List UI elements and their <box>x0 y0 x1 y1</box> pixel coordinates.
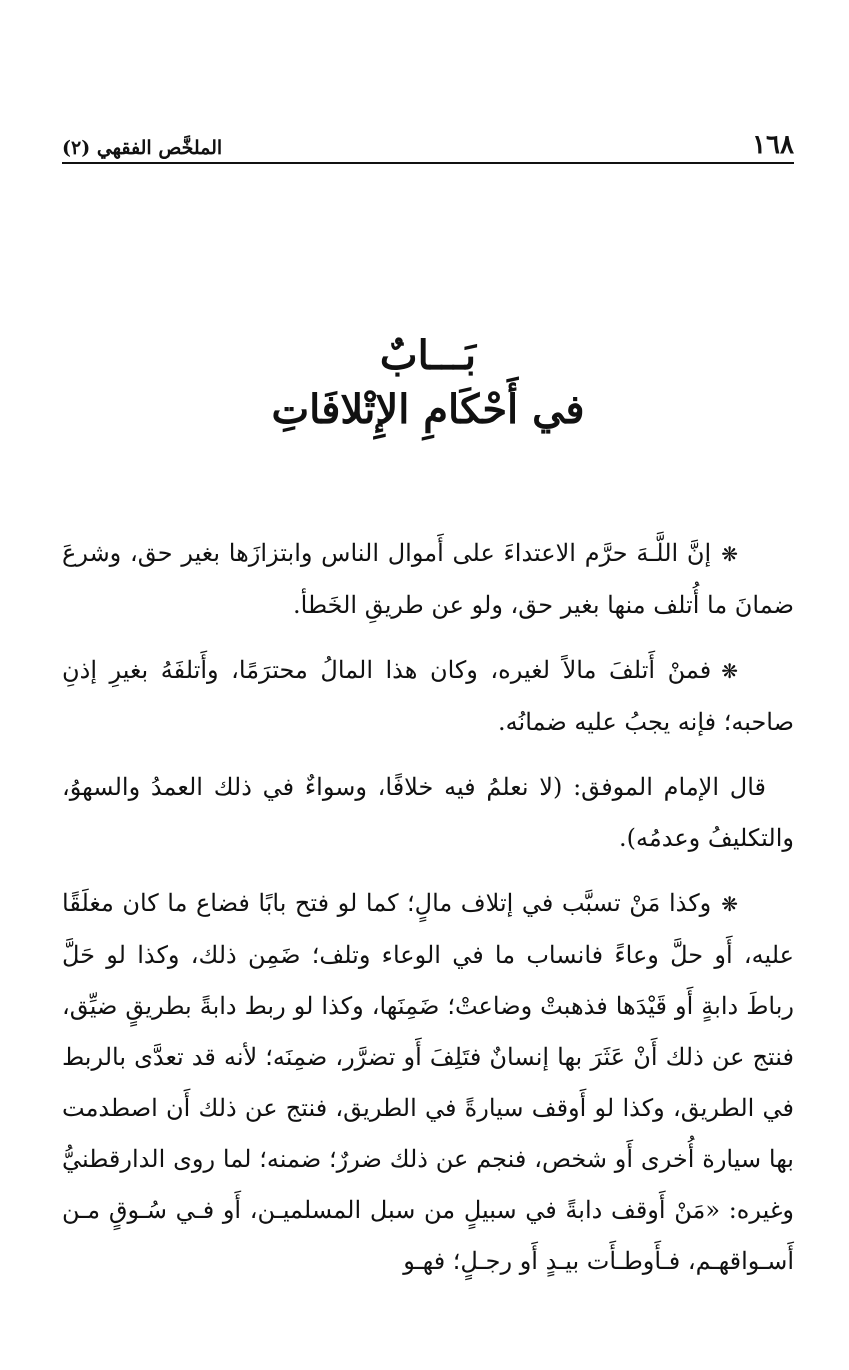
paragraph <box>62 645 794 748</box>
page-number: ١٦٨ <box>752 130 794 160</box>
chapter-heading <box>62 330 794 438</box>
paragraph-text: وكذا مَنْ تسبَّب في إتلاف مالٍ؛ كما لو فتح بابًا فضاع ما كان مغلَقًا عليه، أَو حلَّ وعاءً فانساب ما في الوعاء وتلف؛ ضَمِن ذلك، وكذا لو حَلَّ رباطَ دابةٍ أَو قَيْدَها فذهبتْ وضاعتْ؛ ضَمِنَها، وكذا لو ربط دابةً بطريقٍ ضيِّق، فنتج عن ذلك أَنْ عَثَرَ بها إنسانٌ فتَلِفَ أَو تضرَّر، ضمِنَه؛ لأنه قد تعدَّى بالربط في الطريق، وكذا لو أَوقف سيارةً في الطريق، فنتج عن ذلك أَن اصطدمت بها سيارة أُخرى أَو شخص، فنجم عن ذلك ضررٌ؛ ضمنه؛ لما روى الدارقطنيُّ وغيره: «مَنْ أَوقف دابةً في سبيلٍ من سبل المسلميـن، أَو فـي سُـوقٍ مـن أَسـواقهـم، فـأَوطـأَت بيـدٍ أَو رجـلٍ؛ فهـو <box>62 889 794 1275</box>
paragraph-text: قال الإمام الموفق: (لا نعلمُ فيه خلافًا، وسواءٌ في ذلك العمدُ والسهوُ، والتكليفُ وعدمُه). <box>62 773 794 852</box>
bullet-asterisk-icon: ❋ <box>721 542 738 566</box>
paragraph-text: فمنْ أَتلفَ مالاً لغيره، وكان هذا المالُ محترَمًا، وأَتلفَهُ بغيرِ إذنِ صاحبه؛ فإنه يجبُ عليه ضمانُه. <box>62 656 794 736</box>
bullet-asterisk-icon: ❋ <box>721 659 738 683</box>
paragraph <box>62 528 794 631</box>
book-title: الملخَّص الفقهي (٢) <box>62 137 223 159</box>
paragraph <box>62 762 794 864</box>
header-rule <box>62 162 794 164</box>
body-text <box>62 528 794 1301</box>
bullet-asterisk-icon: ❋ <box>721 892 738 916</box>
running-header <box>62 118 794 158</box>
chapter-title: في أَحْكَامِ الإِتْلافَاتِ <box>271 386 585 433</box>
paragraph <box>62 878 794 1287</box>
chapter-label: بَـــابٌ <box>379 332 477 379</box>
paragraph-text: إنَّ اللَّـهَ حرَّم الاعتداءَ على أَموال الناس وابتزازَها بغير حق، وشرعَ ضمانَ ما أُتلف منها بغير حق، ولو عن طريقِ الخَطأ. <box>62 539 794 619</box>
